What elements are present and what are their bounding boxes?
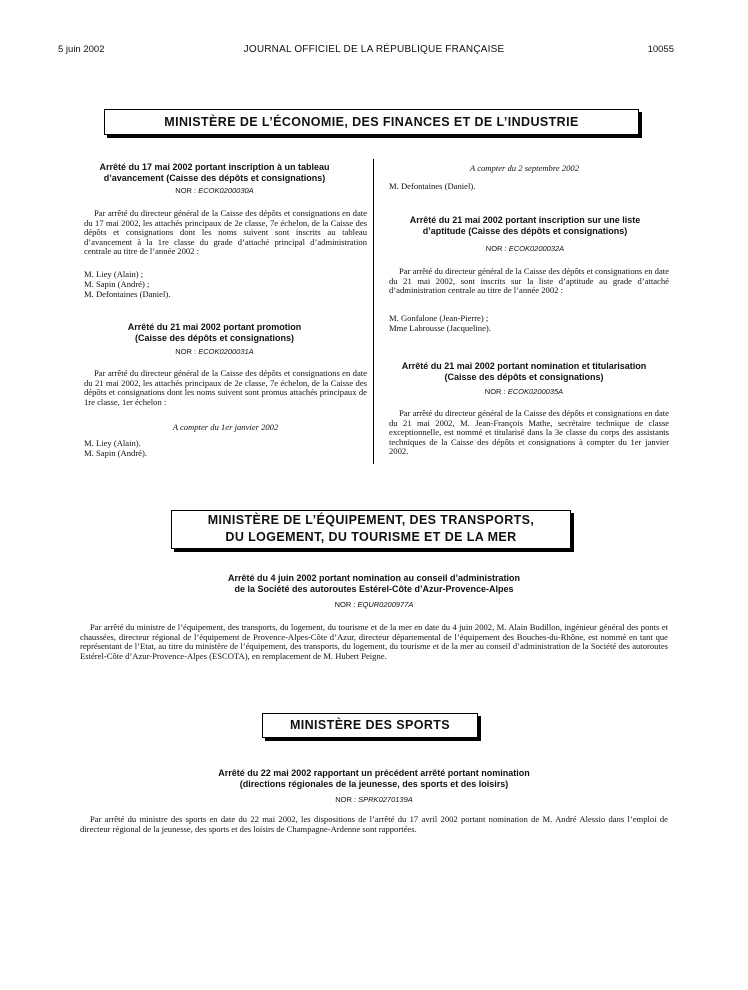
- ministry-sports-title: MINISTÈRE DES SPORTS: [289, 718, 451, 732]
- effective-date: A compter du 1er janvier 2002: [172, 422, 279, 432]
- article-text: Par arrêté du directeur général de la Caisse des dépôts et consignations en date du 21 mai 2002, M. Jean-François Mathe, secrétaire technique de classe exceptionnelle, est nommé et titularisé dans la 3e classe du corps des assistants techniques de la Caisse des dépôts et consignations à compter du 1er janvier 2002.: [389, 408, 669, 457]
- ministry-equipment-box: [171, 510, 571, 549]
- list-item: M. Defontaines (Daniel).: [389, 181, 476, 191]
- article-heading: Arrêté du 21 mai 2002 portant promotion (Caisse des dépôts et consignations): [127, 322, 302, 343]
- list-item: M. Liey (Alain).: [84, 438, 141, 448]
- ministry-equipment-title-line: MINISTÈRE DE L’ÉQUIPEMENT, DES TRANSPORTS,: [207, 513, 535, 527]
- article-heading: Arrêté du 22 mai 2002 rapportant un précédent arrêté portant nomination (directions régionales de la jeunesse, des sports et des loisirs): [218, 768, 530, 789]
- ministry-equipment-title-line: DU LOGEMENT, DU TOURISME ET DE LA MER: [225, 530, 517, 544]
- article-text: Par arrêté du ministre de l’équipement, des transports, du logement, du tourisme et de la mer en date du 4 juin 2002, M. Alain Budillon, ingénieur général des ponts et chaussées, directeur régional de l’équipement de Provence-Alpes-Côte d’Azur, directeur départemental de l’équipement des Bouches-du-Rhône, est nommé en tant que représentant de l’Etat, au titre du ministère de l’équipement, des transports, du logement, du tourisme et de la mer au conseil d’administration de la Société des autoroutes Estérel-Côte d’Azur-Provence-Alpes (ESCOTA), en remplacement de M. Hubert Peigne.: [80, 622, 668, 661]
- list-item: M. Defontaines (Daniel).: [84, 289, 171, 299]
- nor-reference: NOR : ECOK0200032A: [485, 244, 565, 253]
- article-text: Par arrêté du ministre des sports en date du 22 mai 2002, les dispositions de l’arrêté du 17 avril 2002 portant nomination de M. André Alessio dans l’emploi de directeur régional de la jeunesse, des sports et des loisirs de Champagne-Ardenne sont rapportées.: [80, 814, 668, 834]
- article-heading: Arrêté du 17 mai 2002 portant inscription à un tableau d’avancement (Caisse des dépôts et consignations): [99, 162, 330, 183]
- list-item: M. Liey (Alain) ;: [84, 269, 144, 279]
- list-item: M. Sapin (André).: [84, 448, 148, 458]
- nor-reference: NOR : SPRK0270139A: [335, 795, 413, 804]
- nor-reference: NOR : ECOK0200030A: [175, 186, 254, 195]
- ministry-economy-title: MINISTÈRE DE L’ÉCONOMIE, DES FINANCES ET DE L’INDUSTRIE: [164, 115, 579, 129]
- journal-title: JOURNAL OFFICIEL DE LA RÉPUBLIQUE FRANÇAISE: [243, 44, 505, 55]
- article-text: Par arrêté du directeur général de la Caisse des dépôts et consignations en date du 17 mai 2002, les attachés principaux de 2e classe, 7e échelon, de la Caisse des dépôts et consignations dont les noms suivent sont inscrits au tableau d’avancement à la 1re classe du grade d’attaché principal d’administration centrale au titre de l’année 2002 :: [84, 208, 367, 257]
- article-text: Par arrêté du directeur général de la Caisse des dépôts et consignations en date du 21 mai 2002, sont inscrits sur la liste d’aptitude au grade d’attaché d’administration centrale au titre de l’année 2002 :: [389, 266, 669, 296]
- column-divider: [373, 159, 374, 464]
- list-item: Mme Labrousse (Jacqueline).: [389, 323, 491, 333]
- nor-reference: NOR : EQUR0200977A: [334, 600, 414, 609]
- names-list: [84, 438, 147, 458]
- names-list: [389, 313, 491, 333]
- list-item: M. Gonfalone (Jean-Pierre) ;: [389, 313, 489, 323]
- article-text: Par arrêté du directeur général de la Caisse des dépôts et consignations en date du 21 mai 2002, les attachés principaux de 2e classe, 7e échelon, de la Caisse des dépôts et consignations dont les noms suivent sont promus attachés principaux de 1re classe, 1er échelon :: [84, 368, 367, 407]
- page-number: 10055: [647, 44, 674, 55]
- names-list: [84, 269, 170, 299]
- nor-reference: NOR : ECOK0200031A: [175, 347, 254, 356]
- article-heading: Arrêté du 4 juin 2002 portant nomination au conseil d’administration de la Société des autoroutes Estérel-Côte d’Azur-Provence-Alpes: [227, 573, 521, 594]
- ministry-economy-box: [104, 109, 639, 135]
- article-heading: Arrêté du 21 mai 2002 portant nomination et titularisation (Caisse des dépôts et consignations): [401, 361, 647, 382]
- list-item: M. Sapin (André) ;: [84, 279, 150, 289]
- names-list: [389, 181, 475, 191]
- ministry-sports-box: [262, 713, 478, 738]
- effective-date: A compter du 2 septembre 2002: [469, 163, 580, 173]
- nor-reference: NOR : ECOK0200035A: [484, 387, 564, 396]
- header-date: 5 juin 2002: [58, 44, 105, 55]
- article-heading: Arrêté du 21 mai 2002 portant inscription sur une liste d’aptitude (Caisse des dépôts et consignations): [409, 215, 641, 236]
